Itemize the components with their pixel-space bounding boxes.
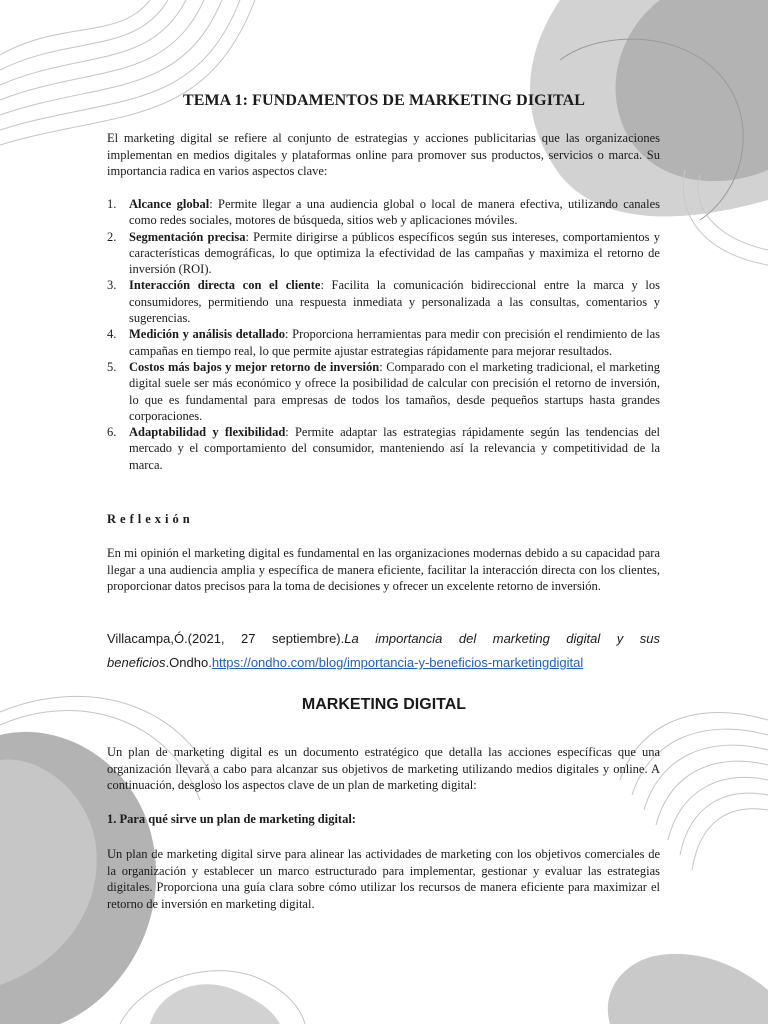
list-item-number: 2. <box>107 229 117 244</box>
list-item-term: Medición y análisis detallado <box>129 327 286 342</box>
list-item <box>107 359 660 424</box>
list-item-number: 5. <box>107 359 117 374</box>
plan-intro-paragraph: Un plan de marketing digital es un documento estratégico que detalla las acciones específicas que una organización llevará a cabo para alcanzar sus objetivos de marketing utilizando medios digitales y online. A continuación, desgloso los aspectos clave de un plan de marketing digital: <box>107 745 660 792</box>
section-title-fundamentos: TEMA 1: FUNDAMENTOS DE MARKETING DIGITAL <box>182 92 586 109</box>
key-aspects-list <box>107 196 660 473</box>
citation-title: La importancia del marketing digital y sus beneficios <box>107 631 660 670</box>
list-item-text: : Permite llegar a una audiencia global o local de manera efectiva, utilizando canales como redes sociales, motores de búsqueda, sitios web y aplicaciones móviles. <box>129 197 660 228</box>
list-item-number: 1. <box>107 197 117 211</box>
list-item <box>107 277 660 326</box>
list-item-text: : Permite dirigirse a públicos específicos según sus intereses, comportamientos y características demográficas, lo que optimiza la efectividad de las campañas y maximiza el retorno de inversión (ROI). <box>129 229 660 277</box>
list-item-text: : Proporciona herramientas para medir con precisión el rendimiento de las campañas en tiempo real, lo que permite ajustar estrategias rápidamente para mejorar resultados. <box>129 327 661 358</box>
plan-subheading: 1. Para qué sirve un plan de marketing digital: <box>107 812 356 826</box>
list-item <box>107 229 660 278</box>
list-item-term: Adaptabilidad y flexibilidad <box>129 425 286 440</box>
section-title-marketing-digital: MARKETING DIGITAL <box>301 696 467 713</box>
list-item-term: Costos más bajos y mejor retorno de inversión <box>129 359 380 374</box>
list-item-number: 6. <box>107 425 117 440</box>
list-item-term: Interacción directa con el cliente <box>129 278 321 293</box>
list-item-number: 4. <box>107 327 117 342</box>
citation-author-date: Villacampa,Ó.(2021, 27 septiembre). <box>107 631 345 646</box>
list-item-text: : Comparado con el marketing tradicional, el marketing digital suele ser más económico y ofrece la posibilidad de calcular con precisión el retorno de inversión, lo que es fundamental para empresas de todos los tamaños, desde pequeños startups hasta grandes corporaciones. <box>129 359 660 423</box>
citation-link[interactable]: https://ondho.com/blog/importancia-y-beneficios-marketingdigital <box>211 655 584 670</box>
list-item <box>107 424 660 473</box>
list-item <box>107 196 660 229</box>
list-item <box>107 326 660 359</box>
intro-paragraph: El marketing digital se refiere al conjunto de estrategias y acciones publicitarias que las organizaciones implementan en medios digitales y plataformas online para promover sus productos, servicios o marca. Su importancia radica en varios aspectos clave: <box>107 131 660 178</box>
list-item-term: Segmentación precisa <box>129 229 246 244</box>
citation <box>107 627 660 675</box>
list-item-number: 3. <box>107 278 117 293</box>
reflection-paragraph: En mi opinión el marketing digital es fundamental en las organizaciones modernas debido a su capacidad para llegar a una audiencia amplia y específica de manera eficiente, facilitar la interacción directa con los clientes, proporcionar datos precisos para la toma de decisiones y ofrecer un excelente retorno de inversión. <box>107 546 660 593</box>
citation-publisher: .Ondho. <box>165 655 212 670</box>
list-item-text: : Facilita la comunicación bidireccional entre la marca y los consumidores, permitiendo una respuesta inmediata y personalizada a las consultas, comentarios y sugerencias. <box>129 278 660 326</box>
reflection-heading: Reflexión <box>107 512 194 526</box>
list-item-term: Alcance global <box>129 197 210 211</box>
list-item-text: : Permite adaptar las estrategias rápidamente según las tendencias del mercado y el comportamiento del consumidor, manteniendo así la relevancia y competitividad de la marca. <box>129 425 660 472</box>
plan-body-paragraph: Un plan de marketing digital sirve para alinear las actividades de marketing con los objetivos comerciales de la organización y establecer un marco estructurado para implementar, gestionar y evaluar las estrategias digitales. Proporciona una guía clara sobre cómo utilizar los recursos de manera eficiente para maximizar el retorno de inversión en marketing digital. <box>107 847 660 911</box>
